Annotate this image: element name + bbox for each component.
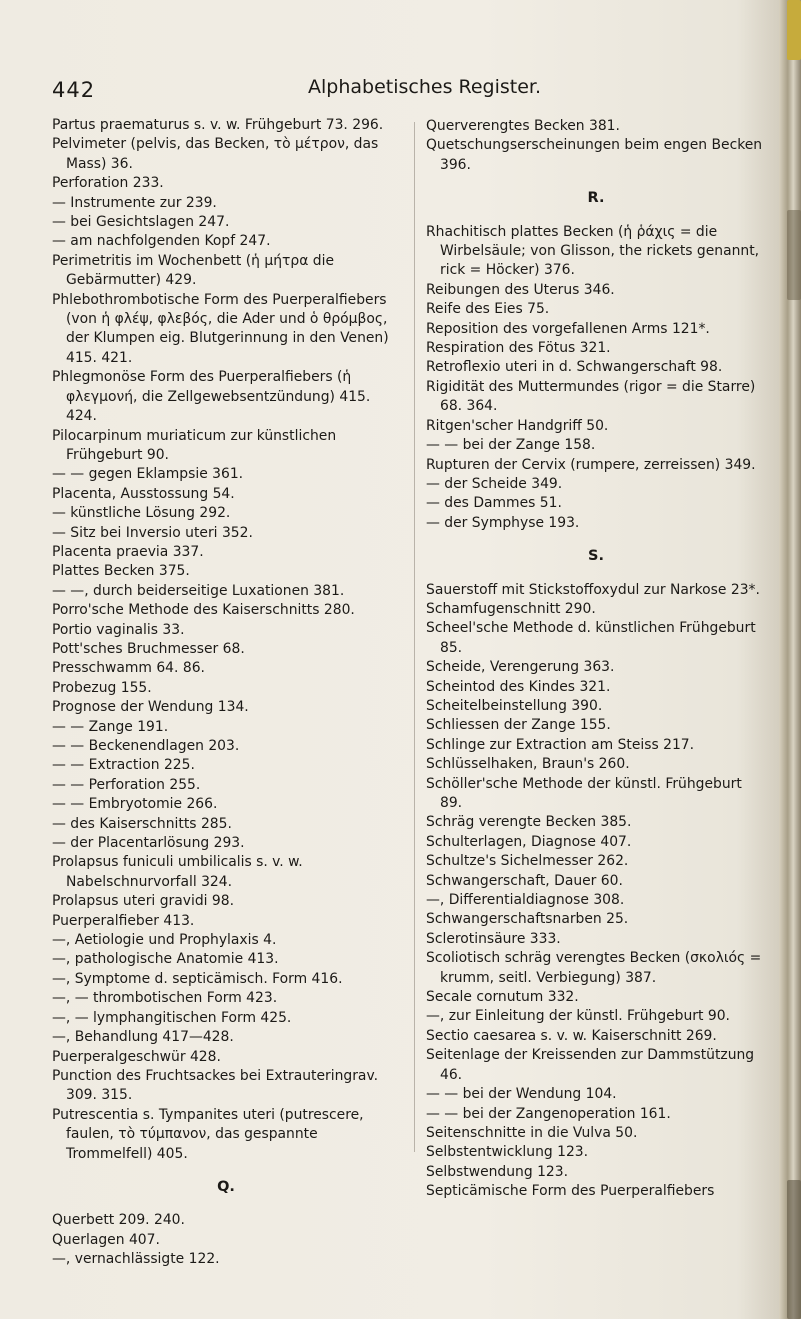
index-entry: Querverengtes Becken 381. <box>426 118 620 134</box>
index-entry: — — Extraction 225. <box>52 757 195 774</box>
index-entry: Placenta praevia 337. <box>52 543 204 560</box>
index-entry: Rupturen der Cervix (rumpere, zerreissen) 349. <box>426 456 756 473</box>
index-entry: Reife des Eies 75. <box>426 301 550 318</box>
edge-shadow <box>787 210 801 300</box>
index-entry: — Sitz bei Inversio uteri 352. <box>52 524 253 541</box>
index-entry: Reposition des vorgefallenen Arms 121*. <box>426 320 710 337</box>
left-column <box>52 116 400 1270</box>
index-entry: — — Embryotomie 266. <box>52 796 218 813</box>
index-entry: Rhachitisch plattes Becken (ἡ ῥάχις = die Wirbelsäule; von Glisson, the rickets genannt, rick = Höcker) 376. <box>426 223 760 279</box>
page-number: 442 <box>52 78 96 102</box>
edge-shadow-bottom <box>787 1180 801 1319</box>
index-entry: Scoliotisch schräg verengtes Becken (σκολιός = krumm, seitl. Verbiegung) 387. <box>426 950 762 986</box>
index-entry: — Instrumente zur 239. <box>52 194 217 211</box>
index-entry: Presschwamm 64. 86. <box>52 660 205 677</box>
index-entry: Seitenlage der Kreissenden zur Dammstützung 46. <box>426 1047 755 1083</box>
page-edge <box>779 0 801 1319</box>
index-entry: —, Behandlung 417—428. <box>52 1029 234 1046</box>
index-entry: Plattes Becken 375. <box>52 563 190 580</box>
index-entry: Sclerotinsäure 333. <box>426 930 561 947</box>
index-entry: Schulterlagen, Diagnose 407. <box>426 833 632 850</box>
index-entry: Selbstwendung 123. <box>426 1163 569 1180</box>
index-entry: Schliessen der Zange 155. <box>426 717 611 734</box>
index-entry: — des Dammes 51. <box>426 495 562 512</box>
index-entry: —, Differentialdiagnose 308. <box>426 892 625 909</box>
index-entry: Respiration des Fötus 321. <box>426 340 611 357</box>
index-entry: — —, durch beiderseitige Luxationen 381. <box>52 582 345 599</box>
index-entry: Schwangerschaftsnarben 25. <box>426 911 629 928</box>
index-entry: Pilocarpinum muriaticum zur künstlichen Frühgeburt 90. <box>52 427 337 463</box>
index-entry: Querlagen 407. <box>52 1231 160 1248</box>
index-entry: — des Kaiserschnitts 285. <box>52 815 232 832</box>
section-heading-s: S. <box>588 548 604 565</box>
index-entry: Reibungen des Uterus 346. <box>426 281 615 298</box>
index-entry: —, — lymphangitischen Form 425. <box>52 1009 292 1026</box>
index-entry: — — Beckenendlagen 203. <box>52 738 240 754</box>
index-entry: — der Scheide 349. <box>426 475 563 492</box>
right-column <box>426 117 766 1202</box>
index-entry: Schultze's Sichelmesser 262. <box>426 853 629 870</box>
index-entry: —, Symptome d. septicämisch. Form 416. <box>52 970 343 987</box>
index-entry: Selbstentwicklung 123. <box>426 1144 589 1161</box>
index-entry: Querbett 209. 240. <box>52 1212 185 1229</box>
index-entry: — — gegen Eklampsie 361. <box>52 466 244 483</box>
index-entry: Scheitelbeinstellung 390. <box>426 697 603 714</box>
index-entry: Schlinge zur Extraction am Steiss 217. <box>426 736 695 753</box>
index-entry: Placenta, Ausstossung 54. <box>52 485 235 502</box>
index-entry: —, pathologische Anatomie 413. <box>52 951 279 968</box>
entry-list-p <box>52 116 400 1164</box>
index-entry: — künstliche Lösung 292. <box>52 505 231 522</box>
index-entry: Ritgen'scher Handgriff 50. <box>426 417 609 434</box>
index-entry: Punction des Fruchtsackes bei Extrauteringrav. 309. 315. <box>52 1067 379 1104</box>
index-entry: — — bei der Zange 158. <box>426 437 596 454</box>
index-entry: Schamfugenschnitt 290. <box>426 600 596 617</box>
entry-list-q-continued <box>426 117 766 175</box>
index-entry: Pott'sches Bruchmesser 68. <box>52 640 245 657</box>
index-entry: Partus praematurus s. v. w. Frühgeburt 73. 296. <box>52 117 384 133</box>
edge-color-mark <box>787 0 801 60</box>
index-entry: —, — thrombotischen Form 423. <box>52 990 278 1007</box>
index-entry: Rigidität des Muttermundes (rigor = die Starre) 68. 364. <box>426 378 756 415</box>
index-entry: Secale cornutum 332. <box>426 989 579 1006</box>
index-entry: Scheide, Verengerung 363. <box>426 659 615 676</box>
index-entry: — am nachfolgenden Kopf 247. <box>52 233 271 250</box>
index-entry: —, zur Einleitung der künstl. Frühgeburt 90. <box>426 1008 730 1025</box>
index-entry: Puerperalgeschwür 428. <box>52 1048 221 1065</box>
entry-list-s <box>426 581 766 1202</box>
index-entry: — — bei der Zangenoperation 161. <box>426 1105 671 1122</box>
index-entry: Puerperalfieber 413. <box>52 912 195 929</box>
index-entry: Porro'sche Methode des Kaiserschnitts 280. <box>52 602 355 619</box>
index-entry: Perimetritis im Wochenbett (ἡ μήτρα die Gebärmutter) 429. <box>52 252 334 289</box>
index-entry: Putrescentia s. Tympanites uteri (putrescere, faulen, τὸ τύμπανον, das gespannte Trommelfell) 405. <box>52 1106 364 1162</box>
index-entry: Perforation 233. <box>52 175 164 192</box>
index-entry: — — Zange 191. <box>52 718 169 735</box>
section-heading-r: R. <box>587 190 605 207</box>
index-entry: — — Perforation 255. <box>52 776 201 793</box>
index-entry: Schöller'sche Methode der künstl. Frühgeburt 89. <box>426 775 742 811</box>
index-entry: Scheintod des Kindes 321. <box>426 678 611 695</box>
index-entry: Retroflexio uteri in d. Schwangerschaft 98. <box>426 359 723 376</box>
index-entry: — — bei der Wendung 104. <box>426 1086 617 1103</box>
index-entry: Schwangerschaft, Dauer 60. <box>426 872 623 889</box>
index-entry: Prognose der Wendung 134. <box>52 699 249 716</box>
column-divider <box>414 122 415 1152</box>
index-entry: Sectio caesarea s. v. w. Kaiserschnitt 269. <box>426 1027 717 1044</box>
index-entry: Seitenschnitte in die Vulva 50. <box>426 1124 638 1141</box>
index-entry: Schlüsselhaken, Braun's 260. <box>426 756 630 773</box>
index-entry: Schräg verengte Becken 385. <box>426 814 632 831</box>
index-entry: —, vernachlässigte 122. <box>52 1251 220 1268</box>
index-entry: Phlebothrombotische Form des Puerperalfiebers (von ἡ φλέψ, φλεβός, die Ader und ὁ θρόμβος, der Klumpen eig. Blutgerinnung in den Venen) 415. 421. <box>52 291 389 366</box>
index-entry: — der Symphyse 193. <box>426 514 580 531</box>
index-entry: Portio vaginalis 33. <box>52 621 185 638</box>
index-entry: Sauerstoff mit Stickstoffoxydul zur Narkose 23*. <box>426 581 760 598</box>
index-entry: — der Placentarlösung 293. <box>52 835 245 852</box>
section-heading-q: Q. <box>217 1178 235 1195</box>
index-entry: Prolapsus funiculi umbilicalis s. v. w. Nabelschnurvorfall 324. <box>52 854 303 890</box>
index-entry: Scheel'sche Methode d. künstlichen Frühgeburt 85. <box>426 620 756 656</box>
entry-list-q <box>52 1211 400 1269</box>
index-entry: Pelvimeter (pelvis, das Becken, τὸ μέτρον, das Mass) 36. <box>52 136 379 172</box>
index-entry: Phlegmonöse Form des Puerperalfiebers (ἡ φλεγμονή, die Zellgewebsentzündung) 415. 424. <box>52 369 371 425</box>
index-entry: Prolapsus uteri gravidi 98. <box>52 893 235 910</box>
running-head: Alphabetisches Register. <box>308 76 542 98</box>
index-entry: — bei Gesichtslagen 247. <box>52 214 230 231</box>
index-entry: Probezug 155. <box>52 679 152 696</box>
index-entry: Quetschungserscheinungen beim engen Becken 396. <box>426 137 763 173</box>
index-entry: Septicämische Form des Puerperalfiebers <box>426 1183 715 1200</box>
index-entry: —, Aetiologie und Prophylaxis 4. <box>52 932 277 949</box>
entry-list-r <box>426 223 766 534</box>
